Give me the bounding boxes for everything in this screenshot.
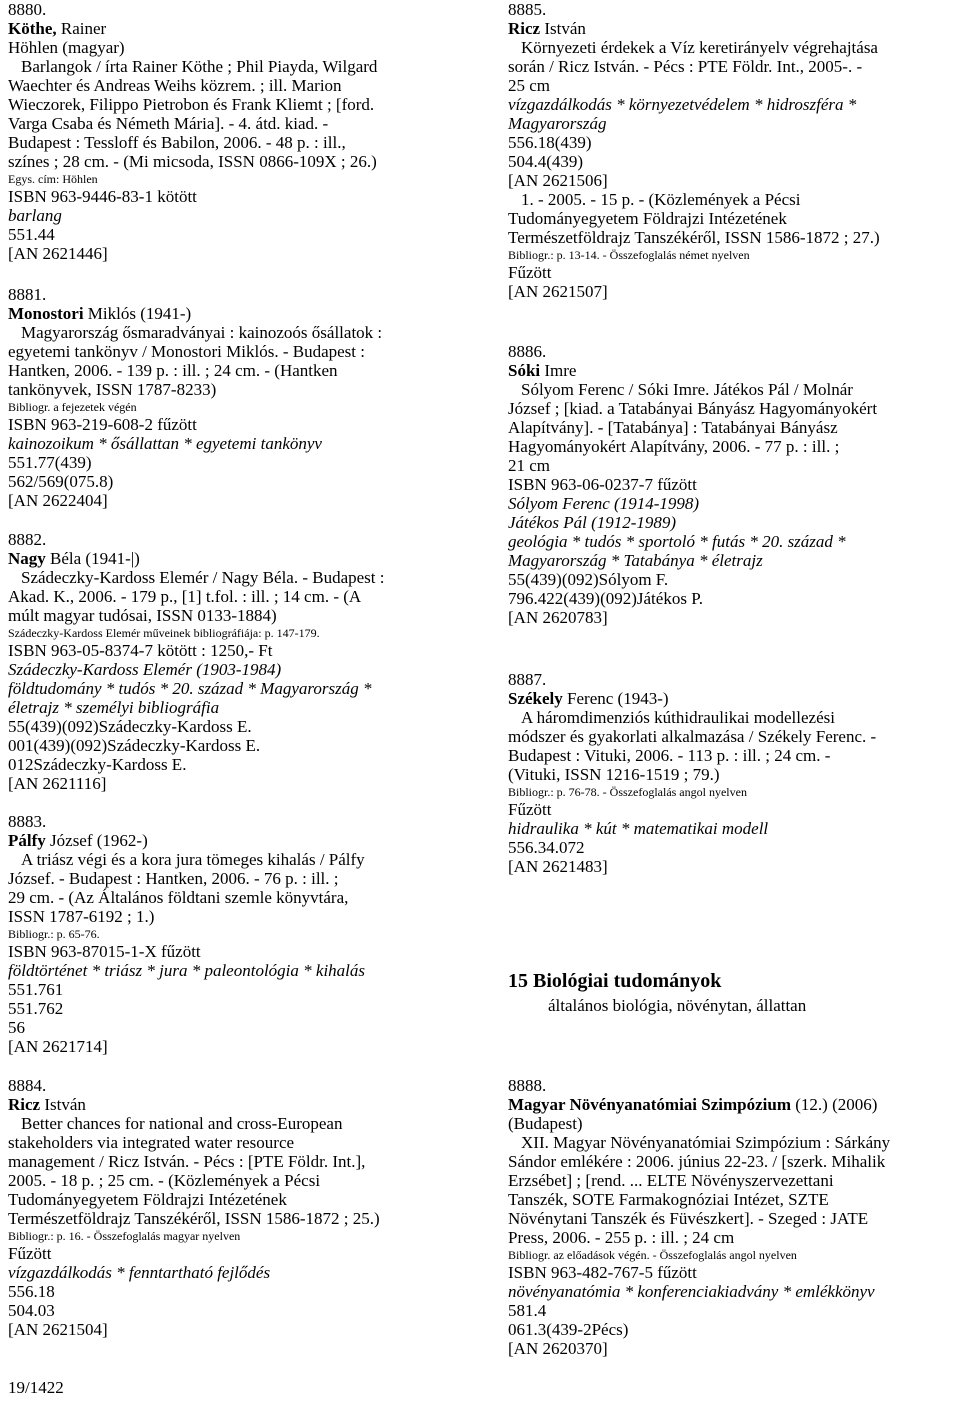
entry-code: 556.18	[8, 1282, 55, 1301]
title-line: József. - Budapest : Hantken, 2006. - 76 p. : ill. ;	[8, 869, 339, 888]
title-line: során / Ricz István. - Pécs : PTE Földr. Int., 2005-. -	[508, 57, 863, 76]
entry-8884	[8, 1076, 478, 1339]
entry-code: 55(439)(092)Sólyom F.	[508, 570, 669, 589]
entry-code: 551.762	[8, 999, 64, 1018]
entry-note: Szádeczky-Kardoss Elemér műveinek bibliográfiája: p. 147-179.	[8, 626, 320, 640]
title-line: A triász végi és a kora jura tömeges kihalás / Pálfy	[21, 850, 365, 869]
author-name-bold: Köthe,	[8, 19, 57, 38]
title-line: (Vituki, ISSN 1216-1519 ; 79.)	[508, 765, 720, 784]
title-line: 29 cm. - (Az Általános földtani szemle könyvtára,	[8, 888, 349, 907]
title-line: XII. Magyar Növényanatómiai Szimpózium : Sárkány	[521, 1133, 891, 1152]
entry-an: [AN 2621507]	[508, 282, 608, 301]
entry-8888	[508, 1076, 960, 1358]
entry-number: 8881.	[8, 285, 47, 304]
entry-note: Bibliogr.: p. 13-14. - Összefoglalás német nyelven	[508, 248, 750, 262]
title-line: Budapest : Tessloff és Babilon, 2006. - 48 p. : ill.,	[8, 133, 346, 152]
title-line: Akad. K., 2006. - 179 p., [1] t.fol. : ill. ; 14 cm. - (A	[8, 587, 362, 606]
entry-number: 8882.	[8, 530, 47, 549]
entry-isbn: ISBN 963-482-767-5 fűzött	[508, 1263, 697, 1282]
title-line: Sándor emlékére : 2006. június 22-23. / [szerk. Mihalik	[508, 1152, 886, 1171]
entry-code: 504.4(439)	[508, 152, 584, 171]
title-line: stakeholders via integrated water resource	[8, 1133, 295, 1152]
entry-number: 8887.	[508, 670, 547, 689]
entry-an: [AN 2621116]	[8, 774, 107, 793]
entry-author	[508, 19, 960, 38]
entry-author	[8, 549, 478, 568]
title-line: Hagyományokért Alapítvány, 2006. - 77 p. : ill. ;	[508, 437, 840, 456]
entry-note: Bibliogr. az előadások végén. - Összefoglalás angol nyelven	[508, 1248, 797, 1262]
entry-binding: Fűzött	[508, 800, 552, 819]
entry-code: 504.03	[8, 1301, 55, 1320]
entry-code: 56	[8, 1018, 25, 1037]
author-name-bold: Sóki	[508, 361, 541, 380]
entry-subject-line: Magyarország	[508, 114, 607, 133]
title-line: A háromdimenziós kúthidraulikai modellezési	[521, 708, 835, 727]
entry-code: 55(439)(092)Szádeczky-Kardoss E.	[8, 717, 252, 736]
author-name-bold: Monostori	[8, 304, 84, 323]
entry-subjects: barlang	[8, 206, 62, 225]
entry-number: 8884.	[8, 1076, 47, 1095]
entry-isbn: ISBN 963-06-0237-7 fűzött	[508, 475, 697, 494]
section-subheading: általános biológia, növénytan, állattan	[548, 996, 807, 1015]
title-line: 25 cm	[508, 76, 551, 95]
title-line: Höhlen (magyar)	[8, 38, 125, 57]
title-line: Press, 2006. - 255 p. : ill. ; 24 cm	[508, 1228, 735, 1247]
entry-number: 8888.	[508, 1076, 547, 1095]
entry-number: 8885.	[508, 0, 547, 19]
entry-subject-line: Szádeczky-Kardoss Elemér (1903-1984)	[8, 660, 282, 679]
entry-author	[8, 831, 478, 850]
entry-code: 581.4	[508, 1301, 547, 1320]
title-line: Magyarország ősmaradványai : kainozoós ősállatok :	[21, 323, 383, 342]
title-line: tankönyvek, ISSN 1787-8233)	[8, 380, 217, 399]
page-number: 19/1422	[8, 1378, 64, 1397]
entry-code: 061.3(439-2Pécs)	[508, 1320, 629, 1339]
entry-subject-line: geológia * tudós * sportoló * futás * 20. század *	[508, 532, 846, 551]
entry-8880	[8, 0, 478, 263]
entry-author	[508, 1095, 960, 1114]
entry-code: 551.77(439)	[8, 453, 92, 472]
entry-author	[8, 304, 478, 323]
entry-subject-line: Magyarország * Tatabánya * életrajz	[508, 551, 763, 570]
entry-8886	[508, 342, 960, 627]
author-name-rest: István	[40, 1095, 86, 1114]
entry-an: [AN 2621506]	[508, 171, 608, 190]
title-line: 21 cm	[508, 456, 551, 475]
title-line: egyetemi tankönyv / Monostori Miklós. - Budapest :	[8, 342, 365, 361]
volume-line: Tudományegyetem Földrajzi Intézetének	[508, 209, 787, 228]
entry-subject-line: Sólyom Ferenc (1914-1998)	[508, 494, 700, 513]
author-name-bold: Székely	[508, 689, 563, 708]
entry-isbn: ISBN 963-9446-83-1 kötött	[8, 187, 197, 206]
title-line: Tanszék, SOTE Farmakognóziai Intézet, SZTE	[508, 1190, 829, 1209]
entry-isbn: ISBN 963-87015-1-X fűzött	[8, 942, 201, 961]
entry-code: 551.44	[8, 225, 55, 244]
author-name-rest: István	[540, 19, 586, 38]
title-line: Tudományegyetem Földrajzi Intézetének	[8, 1190, 287, 1209]
author-line-2: (Budapest)	[508, 1114, 583, 1133]
title-line: Sólyom Ferenc / Sóki Imre. Játékos Pál / Molnár	[521, 380, 853, 399]
entry-an: [AN 2621714]	[8, 1037, 108, 1056]
title-line: Wieczorek, Filippo Pietrobon és Frank Kliemt ; [ford.	[8, 95, 375, 114]
author-name-rest: Miklós (1941-)	[83, 304, 192, 323]
entry-an: [AN 2621504]	[8, 1320, 108, 1339]
author-name-rest: Imre	[540, 361, 577, 380]
entry-8882	[8, 530, 478, 793]
entry-8885	[508, 0, 960, 301]
volume-line: 1. - 2005. - 15 p. - (Közlemények a Pécsi	[521, 190, 801, 209]
entry-author	[8, 1095, 478, 1114]
title-line: Természetföldrajz Tanszékéről, ISSN 1586-1872 ; 25.)	[8, 1209, 380, 1228]
title-line: módszer és gyakorlati alkalmazása / Székely Ferenc. -	[508, 727, 877, 746]
author-name-rest: József (1962-)	[45, 831, 148, 850]
entry-subjects: földtörténet * triász * jura * paleontológia * kihalás	[8, 961, 365, 980]
entry-author	[8, 19, 478, 38]
entry-subject-line: Játékos Pál (1912-1989)	[508, 513, 677, 532]
author-name-bold: Ricz	[508, 19, 541, 38]
entry-code: 562/569(075.8)	[8, 472, 114, 491]
entry-an: [AN 2622404]	[8, 491, 108, 510]
title-line: 2005. - 18 p. ; 25 cm. - (Közlemények a Pécsi	[8, 1171, 321, 1190]
entry-code: 012Szádeczky-Kardoss E.	[8, 755, 187, 774]
volume-line: Természetföldrajz Tanszékéről, ISSN 1586-1872 ; 27.)	[508, 228, 880, 247]
title-line: Waechter és Andreas Weihs közrem. ; ill. Marion	[8, 76, 342, 95]
author-name-rest: Rainer	[56, 19, 107, 38]
entry-subject-line: vízgazdálkodás * környezetvédelem * hidroszféra *	[508, 95, 857, 114]
entry-an: [AN 2621483]	[508, 857, 608, 876]
title-line: Szádeczky-Kardoss Elemér / Nagy Béla. - Budapest :	[21, 568, 385, 587]
entry-subjects: növényanatómia * konferenciakiadvány * emlékkönyv	[508, 1282, 875, 1301]
entry-subjects: vízgazdálkodás * fenntartható fejlődés	[8, 1263, 271, 1282]
author-name-rest: (12.) (2006)	[791, 1095, 878, 1114]
author-name-rest: Ferenc (1943-)	[562, 689, 669, 708]
entry-an: [AN 2620370]	[508, 1339, 608, 1358]
entry-note: Bibliogr. a fejezetek végén	[8, 400, 137, 414]
entry-8887	[508, 670, 960, 876]
author-name-bold: Ricz	[8, 1095, 41, 1114]
entry-subject-line: földtudomány * tudós * 20. század * Magyarország *	[8, 679, 372, 698]
title-line: Better chances for national and cross-European	[21, 1114, 343, 1133]
entry-code: 556.34.072	[508, 838, 585, 857]
entry-code: 551.761	[8, 980, 64, 999]
entry-number: 8880.	[8, 0, 47, 19]
title-line: Barlangok / írta Rainer Köthe ; Phil Piayda, Wilgard	[21, 57, 378, 76]
author-name-bold: Nagy	[8, 549, 46, 568]
entry-author	[508, 361, 960, 380]
author-name-bold: Pálfy	[8, 831, 46, 850]
entry-author	[508, 689, 960, 708]
section-heading: 15 Biológiai tudományok	[508, 970, 722, 992]
entry-note: Egys. cím: Höhlen	[8, 172, 98, 186]
title-line: József ; [kiad. a Tatabányai Bányász Hagyományokért	[508, 399, 878, 418]
title-line: múlt magyar tudósai, ISSN 0133-1884)	[8, 606, 277, 625]
title-line: Alapítvány]. - [Tatabánya] : Tatabányai Bányász	[508, 418, 838, 437]
entry-subjects: hidraulika * kút * matematikai modell	[508, 819, 769, 838]
entry-isbn: ISBN 963-219-608-2 fűzött	[8, 415, 197, 434]
title-line: Erzsébet] ; [rend. ... ELTE Növényszervezettani	[508, 1171, 834, 1190]
entry-an: [AN 2621446]	[8, 244, 108, 263]
entry-note: Bibliogr.: p. 16. - Összefoglalás magyar nyelven	[8, 1229, 241, 1243]
title-line: színes ; 28 cm. - (Mi micsoda, ISSN 0866-109X ; 26.)	[8, 152, 377, 171]
title-line: Környezeti érdekek a Víz keretirányelv végrehajtása	[521, 38, 878, 57]
title-line: Hantken, 2006. - 139 p. : ill. ; 24 cm. - (Hantken	[8, 361, 338, 380]
entry-code: 001(439)(092)Szádeczky-Kardoss E.	[8, 736, 261, 755]
entry-number: 8886.	[508, 342, 547, 361]
entry-binding: Fűzött	[8, 1244, 52, 1263]
title-line: Budapest : Vituki, 2006. - 113 p. : ill. ; 24 cm. -	[508, 746, 831, 765]
title-line: Varga Csaba és Németh Mária]. - 4. átd. kiad. -	[8, 114, 329, 133]
entry-8883	[8, 812, 478, 1056]
title-line: ISSN 1787-6192 ; 1.)	[8, 907, 155, 926]
author-name-bold: Magyar Növényanatómiai Szimpózium	[508, 1095, 792, 1114]
entry-code: 556.18(439)	[508, 133, 592, 152]
entry-8881	[8, 285, 478, 510]
entry-subject-line: életrajz * személyi bibliográfia	[8, 698, 220, 717]
entry-isbn: ISBN 963-05-8374-7 kötött : 1250,- Ft	[8, 641, 273, 660]
entry-binding: Fűzött	[508, 263, 552, 282]
entry-subjects: kainozoikum * ősállattan * egyetemi tankönyv	[8, 434, 322, 453]
entry-an: [AN 2620783]	[508, 608, 608, 627]
entry-note: Bibliogr.: p. 76-78. - Összefoglalás angol nyelven	[508, 785, 747, 799]
title-line: Növénytani Tanszék és Füvészkert]. - Szeged : JATE	[508, 1209, 869, 1228]
entry-code: 796.422(439)(092)Játékos P.	[508, 589, 704, 608]
title-line: management / Ricz István. - Pécs : [PTE Földr. Int.],	[8, 1152, 366, 1171]
entry-note: Bibliogr.: p. 65-76.	[8, 927, 100, 941]
entry-number: 8883.	[8, 812, 47, 831]
author-name-rest: Béla (1941-|)	[45, 549, 140, 568]
